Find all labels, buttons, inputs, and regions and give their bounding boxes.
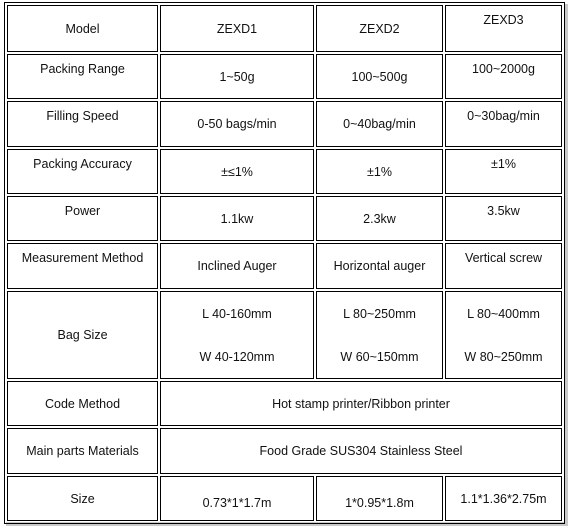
row-label-size: Size: [7, 476, 158, 521]
row-label-bag-size: Bag Size: [7, 291, 158, 379]
packing-range-zexd3: 100~2000g: [445, 54, 562, 99]
packing-accuracy-zexd1: ±≤1%: [160, 149, 314, 194]
code-method-value: Hot stamp printer/Ribbon printer: [160, 381, 562, 426]
packing-range-zexd1: 1~50g: [160, 54, 314, 99]
measurement-method-zexd2: Horizontal auger: [316, 243, 443, 289]
model-zexd3: ZEXD3: [445, 5, 562, 52]
bag-size-zexd2: [316, 291, 443, 379]
row-label-measurement-method: Measurement Method: [7, 243, 158, 289]
power-zexd3: 3.5kw: [445, 196, 562, 241]
row-label-power: Power: [7, 196, 158, 241]
bag-size-zexd3-width: W 80~250mm: [464, 349, 543, 364]
bag-size-zexd3-length: L 80~400mm: [467, 306, 540, 321]
spec-table: [4, 2, 565, 524]
model-zexd2: ZEXD2: [316, 5, 443, 52]
bag-size-zexd2-width: W 60~150mm: [340, 349, 419, 364]
bag-size-zexd3: [445, 291, 562, 379]
measurement-method-zexd3: Vertical screw: [445, 243, 562, 289]
row-label-main-parts-materials: Main parts Materials: [7, 428, 158, 474]
filling-speed-zexd3: 0~30bag/min: [445, 101, 562, 147]
measurement-method-zexd1: Inclined Auger: [160, 243, 314, 289]
packing-accuracy-zexd3: ±1%: [445, 149, 562, 194]
row-label-code-method: Code Method: [7, 381, 158, 426]
row-label-packing-range: Packing Range: [7, 54, 158, 99]
model-zexd1: ZEXD1: [160, 5, 314, 52]
power-zexd1: 1.1kw: [160, 196, 314, 241]
row-label-packing-accuracy: Packing Accuracy: [7, 149, 158, 194]
bag-size-zexd1-length: L 40-160mm: [202, 306, 272, 321]
size-zexd2: 1*0.95*1.8m: [316, 476, 443, 521]
filling-speed-zexd2: 0~40bag/min: [316, 101, 443, 147]
bag-size-zexd1-width: W 40-120mm: [199, 349, 275, 364]
row-label-filling-speed: Filling Speed: [7, 101, 158, 147]
size-zexd1: 0.73*1*1.7m: [160, 476, 314, 521]
bag-size-zexd2-length: L 80~250mm: [343, 306, 416, 321]
power-zexd2: 2.3kw: [316, 196, 443, 241]
packing-range-zexd2: 100~500g: [316, 54, 443, 99]
size-zexd3: 1.1*1.36*2.75m: [445, 476, 562, 521]
filling-speed-zexd1: 0-50 bags/min: [160, 101, 314, 147]
main-parts-materials-value: Food Grade SUS304 Stainless Steel: [160, 428, 562, 474]
row-label-model: Model: [7, 5, 158, 52]
packing-accuracy-zexd2: ±1%: [316, 149, 443, 194]
bag-size-zexd1: [160, 291, 314, 379]
